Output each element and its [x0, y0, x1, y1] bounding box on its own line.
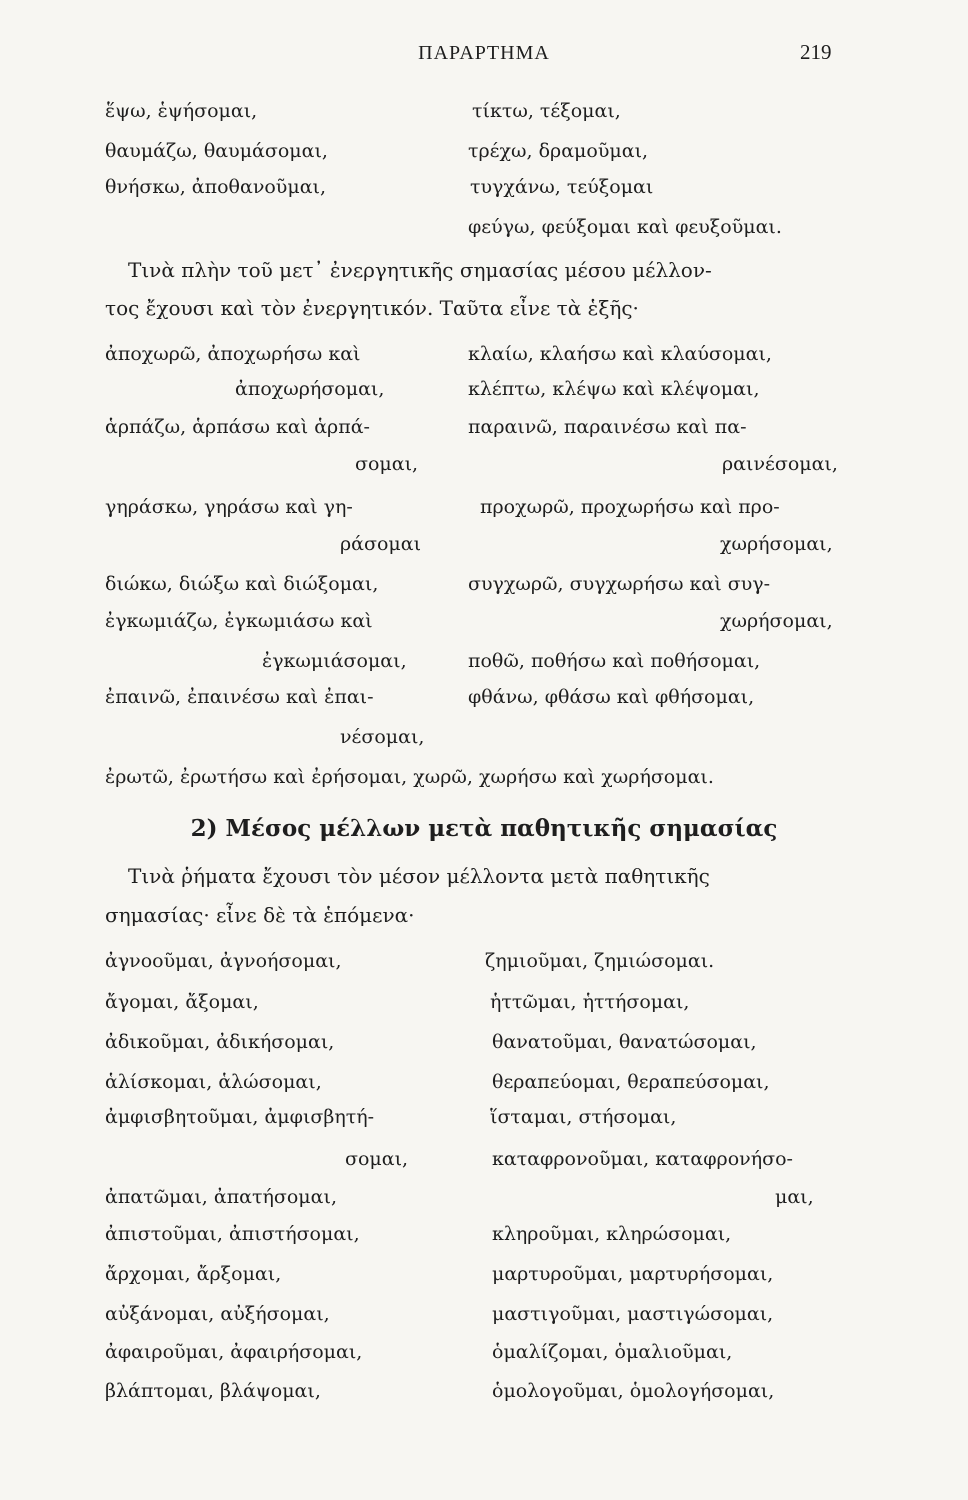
list-item: ζημιοῦμαι, ζημιώσομαι. [485, 950, 715, 972]
list-item: θεραπεύομαι, θεραπεύσομαι, [492, 1071, 770, 1093]
list-item: ἀπατῶμαι, ἀπατήσομαι, [105, 1186, 337, 1208]
list-item: χωρήσομαι, [720, 533, 833, 555]
list-item: ραινέσομαι, [722, 453, 838, 475]
list-item: ἀμφισβητοῦμαι, ἀμφισβητή- [105, 1106, 375, 1128]
list-item: σομαι, [345, 1148, 409, 1170]
section-heading: 2) Μέσος μέλλων μετὰ παθητικῆς σημασίας [190, 815, 778, 842]
list-item: βλάπτομαι, βλάψομαι, [105, 1380, 321, 1402]
list-item: αὐξάνομαι, αὐξήσομαι, [105, 1303, 330, 1325]
list-item: καταφρονοῦμαι, καταφρονήσο- [492, 1148, 793, 1170]
list-item: ἐγκωμιάζω, ἐγκωμιάσω καὶ [105, 610, 373, 632]
list-item: ράσομαι [340, 533, 422, 555]
list-item: ἀπιστοῦμαι, ἀπιστήσομαι, [105, 1223, 360, 1245]
list-item: παραινῶ, παραινέσω καὶ πα- [468, 416, 747, 438]
list-item: προχωρῶ, προχωρήσω καὶ προ- [480, 496, 780, 518]
list-item: τυγχάνω, τεύξομαι [470, 176, 654, 198]
list-item: ποθῶ, ποθήσω καὶ ποθήσομαι, [468, 650, 761, 672]
list-item: ἵσταμαι, στήσομαι, [490, 1106, 677, 1128]
list-item: τρέχω, δραμοῦμαι, [468, 140, 649, 162]
list-item: ἄγομαι, ἄξομαι, [105, 991, 259, 1013]
list-item: τίκτω, τέξομαι, [472, 100, 621, 122]
list-item: διώκω, διώξω καὶ διώξομαι, [105, 573, 379, 595]
list-item: θαυμάζω, θαυμάσομαι, [105, 140, 328, 162]
list-item: γηράσκω, γηράσω καὶ γη- [105, 496, 353, 518]
list-item: θνήσκω, ἀποθανοῦμαι, [105, 176, 327, 198]
list-item: ὁμαλίζομαι, ὁμαλιοῦμαι, [492, 1341, 733, 1363]
list-item: χωρήσομαι, [720, 610, 833, 632]
list-item: μαρτυροῦμαι, μαρτυρήσομαι, [492, 1263, 774, 1285]
list-item: ἀγνοοῦμαι, ἀγνοήσομαι, [105, 950, 342, 972]
list-item: ἁλίσκομαι, ἁλώσομαι, [105, 1071, 322, 1093]
list-item: ἁρπάζω, ἁρπάσω καὶ ἁρπά- [105, 416, 370, 438]
paragraph-line: Τινὰ πλὴν τοῦ μετ᾽ ἐνεργητικῆς σημασίας μέσου μέλλον- [128, 258, 712, 282]
list-item: ἡττῶμαι, ἡττήσομαι, [490, 991, 690, 1013]
list-item: φεύγω, φεύξομαι καὶ φευξοῦμαι. [468, 216, 782, 238]
list-item: ἐγκωμιάσομαι, [262, 650, 407, 672]
list-item: ἀποχωρῶ, ἀποχωρήσω καὶ [105, 343, 361, 365]
list-item: ἐρωτῶ, ἐρωτήσω καὶ ἐρήσομαι, χωρῶ, χωρήσω καὶ χωρήσομαι. [105, 766, 714, 788]
list-item: συγχωρῶ, συγχωρήσω καὶ συγ- [468, 573, 771, 595]
list-item: ὁμολογοῦμαι, ὁμολογήσομαι, [492, 1380, 775, 1402]
list-item: φθάνω, φθάσω καὶ φθήσομαι, [468, 686, 755, 708]
list-item: ἐπαινῶ, ἐπαινέσω καὶ ἐπαι- [105, 686, 374, 708]
list-item: κληροῦμαι, κληρώσομαι, [492, 1223, 732, 1245]
page-number: 219 [800, 40, 832, 64]
paragraph-line: σημασίας· εἶνε δὲ τὰ ἑπόμενα· [105, 903, 415, 927]
list-item: ἀφαιροῦμαι, ἀφαιρήσομαι, [105, 1341, 363, 1363]
list-item: ἄρχομαι, ἄρξομαι, [105, 1263, 282, 1285]
list-item: σομαι, [355, 453, 419, 475]
list-item: ἀποχωρήσομαι, [235, 378, 385, 400]
paragraph-line: τος ἔχουσι καὶ τὸν ἐνεργητικόν. Ταῦτα εἶνε τὰ ἑξῆς· [105, 296, 639, 320]
list-item: κλέπτω, κλέψω καὶ κλέψομαι, [468, 378, 760, 400]
paragraph-line: Τινὰ ῥήματα ἔχουσι τὸν μέσον μέλλοντα μετὰ παθητικῆς [128, 864, 710, 888]
list-item: θανατοῦμαι, θανατώσομαι, [492, 1031, 757, 1053]
list-item: μαι, [775, 1186, 814, 1208]
running-header-title: ΠΑΡΑΡΤΗΜΑ [418, 42, 550, 64]
list-item: ἕψω, ἑψήσομαι, [105, 100, 258, 122]
list-item: ἀδικοῦμαι, ἀδικήσομαι, [105, 1031, 335, 1053]
list-item: κλαίω, κλαήσω καὶ κλαύσομαι, [468, 343, 772, 365]
list-item: μαστιγοῦμαι, μαστιγώσομαι, [492, 1303, 774, 1325]
list-item: νέσομαι, [340, 726, 425, 748]
